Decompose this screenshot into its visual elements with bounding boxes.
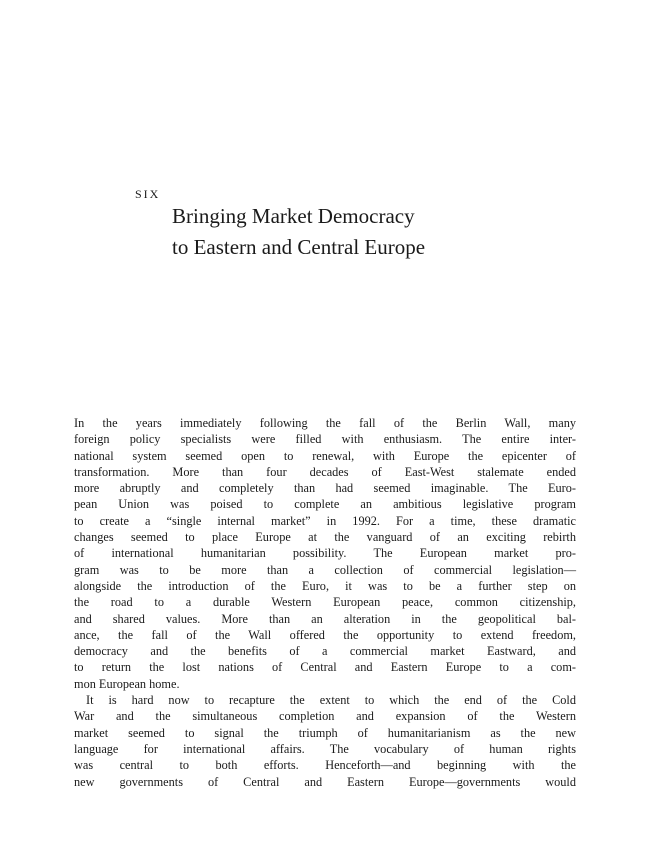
text-line: national system seemed open to renewal, with Europe the epicenter of xyxy=(74,448,576,463)
text-line: foreign policy specialists were filled with enthusiasm. The entire inter- xyxy=(74,432,576,447)
text-line: to return the lost nations of Central and Eastern Europe to a com- xyxy=(74,660,576,675)
text-line: was central to both efforts. Henceforth—and beginning with the xyxy=(74,758,576,773)
text-line: of international humanitarian possibility. The European market pro- xyxy=(74,546,576,561)
chapter-number: SIX xyxy=(135,187,161,201)
text-line: and shared values. More than an alteration in the geopolitical bal- xyxy=(74,611,576,626)
text-line: democracy and the benefits of a commercial market Eastward, and xyxy=(74,644,576,659)
text-line: pean Union was poised to complete an ambitious legislative program xyxy=(74,497,576,512)
text-line: the road to a durable Western European peace, common citizenship, xyxy=(74,595,576,610)
text-line: alongside the introduction of the Euro, it was to be a further step on xyxy=(74,578,576,593)
text-line: more abruptly and completely than had seemed imaginable. The Euro- xyxy=(74,481,576,496)
text-line: new governments of Central and Eastern Europe—governments would xyxy=(74,774,576,789)
chapter-title-line-1: Bringing Market Democracy xyxy=(172,204,415,228)
text-line: changes seemed to place Europe at the vanguard of an exciting rebirth xyxy=(74,530,576,545)
text-line: language for international affairs. The vocabulary of human rights xyxy=(74,741,576,756)
chapter-title-line-2: to Eastern and Central Europe xyxy=(172,235,426,259)
paragraph-1 xyxy=(74,415,576,692)
text-line: transformation. More than four decades of East-West stalemate ended xyxy=(74,464,576,479)
text-line: to create a “single internal market” in 1992. For a time, these dramatic xyxy=(74,513,576,528)
text-line: gram was to be more than a collection of commercial legislation— xyxy=(74,562,576,577)
text-line: In the years immediately following the fall of the Berlin Wall, many xyxy=(74,416,576,430)
paragraph-2 xyxy=(74,692,576,790)
text-line: mon European home. xyxy=(74,676,180,691)
text-line: It is hard now to recapture the extent to which the end of the Cold xyxy=(86,693,576,708)
text-line: market seemed to signal the triumph of humanitarianism as the new xyxy=(74,725,576,740)
body-text xyxy=(74,415,576,790)
chapter-title xyxy=(172,201,592,263)
text-line: War and the simultaneous completion and expansion of the Western xyxy=(74,709,576,724)
text-line: ance, the fall of the Wall offered the opportunity to extend freedom, xyxy=(74,627,576,642)
